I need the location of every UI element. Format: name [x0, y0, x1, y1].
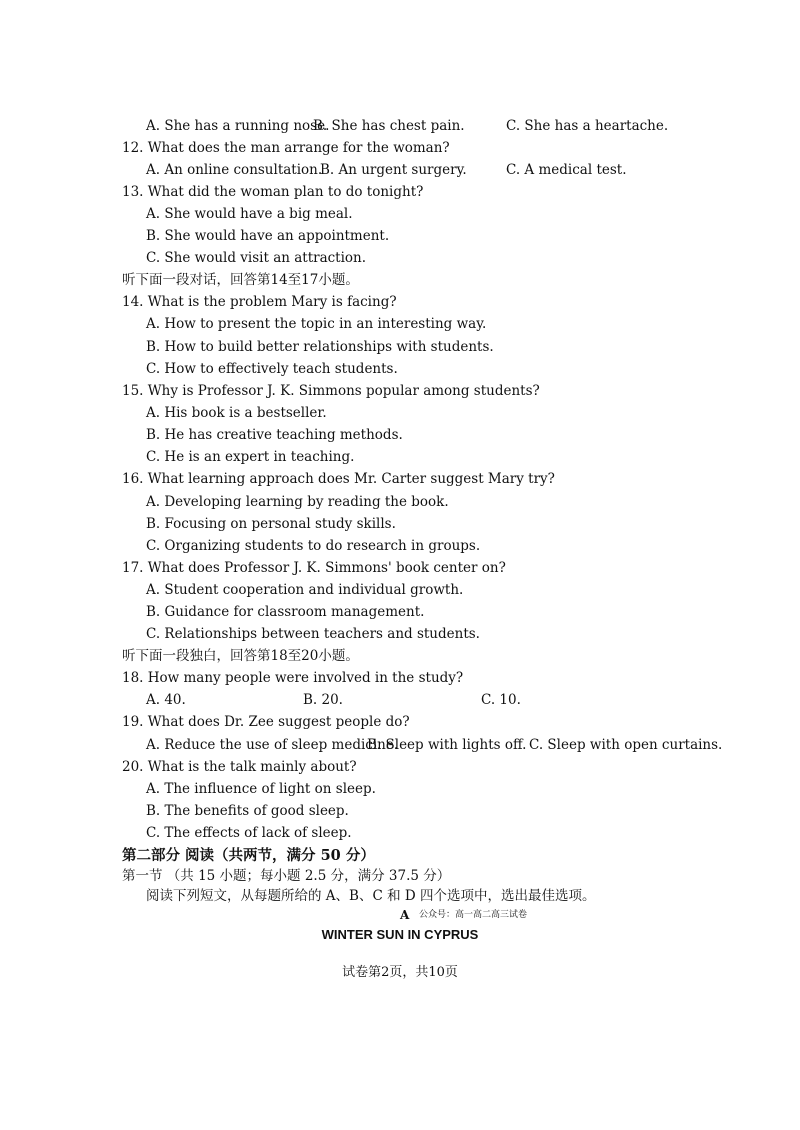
q15-option-c: C. He is an expert in teaching. — [146, 449, 355, 465]
q13-option-b: B. She would have an appointment. — [146, 228, 390, 244]
q15-option-a: A. His book is a bestseller. — [146, 405, 327, 421]
q16-option-c: C. Organizing students to do research in groups. — [146, 538, 481, 554]
q19-option-b: B. Sleep with lights off. — [367, 737, 527, 753]
instruction-14-17: 听下面一段对话，回答第14至17小题。 — [122, 272, 359, 288]
q15-stem: 15. Why is Professor J. K. Simmons popular among students? — [122, 383, 540, 399]
q14-stem: 14. What is the problem Mary is facing? — [122, 294, 397, 310]
q18-option-a: A. 40. — [146, 692, 186, 708]
reading-instruction: 阅读下列短文，从每题所给的 A、B、C 和 D 四个选项中，选出最佳选项。 — [146, 888, 596, 904]
q13-stem: 13. What did the woman plan to do tonight? — [122, 184, 424, 200]
q16-option-a: A. Developing learning by reading the book. — [146, 494, 449, 510]
passage-title: WINTER SUN IN CYPRUS — [321, 927, 479, 942]
part2-title: 第二部分 阅读（共两节，满分 50 分） — [122, 847, 375, 864]
q20-option-a: A. The influence of light on sleep. — [146, 781, 376, 797]
q14-option-a: A. How to present the topic in an interesting way. — [146, 316, 487, 332]
q13-option-a: A. She would have a big meal. — [146, 206, 353, 222]
q16-option-b: B. Focusing on personal study skills. — [146, 516, 396, 532]
q11-option-b: B. She has chest pain. — [313, 118, 465, 134]
section1-header: 第一节 （共 15 小题；每小题 2.5 分，满分 37.5 分） — [122, 868, 451, 884]
instruction-18-20: 听下面一段独白，回答第18至20小题。 — [122, 648, 359, 664]
q19-option-c: C. Sleep with open curtains. — [529, 737, 723, 753]
watermark-text: 公众号：高一高二高三试卷 — [419, 910, 528, 920]
q12-option-b: B. An urgent surgery. — [320, 162, 467, 178]
q19-stem: 19. What does Dr. Zee suggest people do? — [122, 714, 410, 730]
q17-option-b: B. Guidance for classroom management. — [146, 604, 425, 620]
page-footer: 试卷第2页，共10页 — [342, 965, 458, 980]
q12-option-c: C. A medical test. — [506, 162, 627, 178]
q20-option-b: B. The benefits of good sleep. — [146, 803, 349, 819]
passage-letter: A — [400, 908, 410, 922]
q18-option-b: B. 20. — [303, 692, 343, 708]
q17-option-a: A. Student cooperation and individual growth. — [146, 582, 464, 598]
q17-option-c: C. Relationships between teachers and students. — [146, 626, 480, 642]
q13-option-c: C. She would visit an attraction. — [146, 250, 367, 266]
q15-option-b: B. He has creative teaching methods. — [146, 427, 403, 443]
q19-option-a: A. Reduce the use of sleep medicine. — [146, 737, 399, 753]
q18-option-c: C. 10. — [481, 692, 521, 708]
q14-option-c: C. How to effectively teach students. — [146, 361, 398, 377]
q17-stem: 17. What does Professor J. K. Simmons' book center on? — [122, 560, 506, 576]
q14-option-b: B. How to build better relationships with students. — [146, 339, 494, 355]
q20-option-c: C. The effects of lack of sleep. — [146, 825, 352, 841]
q18-stem: 18. How many people were involved in the study? — [122, 670, 464, 686]
q11-option-c: C. She has a heartache. — [506, 118, 669, 134]
q20-stem: 20. What is the talk mainly about? — [122, 759, 357, 775]
q12-stem: 12. What does the man arrange for the woman? — [122, 140, 450, 156]
q16-stem: 16. What learning approach does Mr. Carter suggest Mary try? — [122, 471, 555, 487]
q11-option-a: A. She has a running nose. — [146, 118, 330, 134]
q12-option-a: A. An online consultation. — [146, 162, 323, 178]
